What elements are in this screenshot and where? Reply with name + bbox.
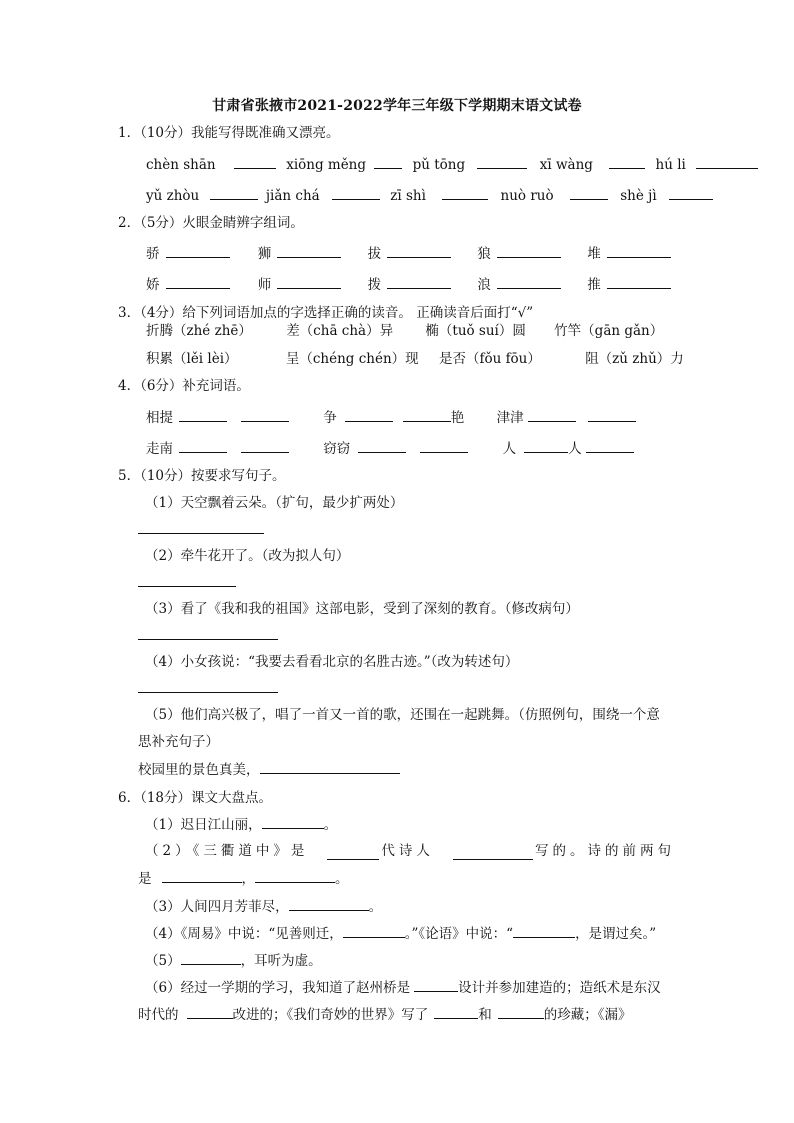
q6-blank-2[interactable] (327, 846, 379, 860)
q1-blank-2[interactable] (374, 155, 402, 169)
q6-p6-text: （6）经过一学期的学习，我知道了赵州桥是 (145, 980, 411, 996)
q2-char-7: 师 (257, 277, 272, 293)
q5-answer-line-1[interactable] (138, 533, 264, 534)
q2-blank-10[interactable] (607, 275, 671, 289)
q6-p3-end: 。 (368, 899, 383, 915)
q6-blank-8[interactable] (513, 924, 575, 938)
q6-poem-2-cont (138, 869, 349, 888)
q1-blank-1[interactable] (234, 155, 276, 169)
q3-item-1: 折腾（zhé zhē） (146, 323, 252, 339)
q6-p6-mid: 设计并参加建造的；造纸术是东汉 (458, 980, 661, 996)
q4-blank-3[interactable] (345, 408, 393, 422)
q3-item-4: 竹竿（gān gǎn） (554, 323, 664, 339)
q1-blank-6[interactable] (210, 186, 258, 200)
q2-blank-6[interactable] (166, 275, 230, 289)
q3-item-7: 是否（fǒu fōu） (438, 351, 541, 367)
q6-item-6a (145, 978, 661, 997)
q3-row-1 (146, 322, 663, 340)
q1-blank-10[interactable] (669, 186, 713, 200)
q1-blank-4[interactable] (609, 155, 645, 169)
q4-row-2 (146, 439, 634, 458)
question-5-stem: 5．（10分）按要求写句子。 (118, 468, 286, 484)
q6-p6-article: 改进的；《我们奇妙的世界》写了 (232, 1007, 429, 1023)
q5-blank-5[interactable] (260, 760, 400, 774)
question-3-stem: 3．（4分）给下列词语加点的字选择正确的读音。 正确读音后面打“√” (118, 305, 534, 321)
q2-blank-3[interactable] (387, 244, 451, 258)
q1-blank-7[interactable] (332, 186, 380, 200)
q6-p2-comma: ， (241, 871, 255, 887)
q6-p1-text: （1）迟日江山丽， (145, 817, 262, 833)
q6-p1-end: 。 (323, 817, 338, 833)
q4-blank-4[interactable] (403, 408, 451, 422)
q1-pinyin-6: yǔ zhòu (146, 188, 200, 204)
q6-blank-13[interactable] (498, 1005, 544, 1019)
q4-word-3: 艳 (450, 410, 465, 426)
q6-blank-12[interactable] (434, 1005, 478, 1019)
q3-item-8: 阻（zǔ zhǔ）力 (585, 351, 684, 367)
q6-item-6b (138, 1005, 632, 1024)
q2-char-5: 堆 (587, 246, 601, 262)
q5-answer-line-3[interactable] (138, 639, 278, 640)
q3-row-2 (146, 350, 684, 368)
exam-title: 甘肃省张掖市2021-2022学年三年级下学期期末语文试卷 (212, 98, 582, 114)
q4-blank-2[interactable] (241, 408, 289, 422)
q1-blank-9[interactable] (570, 186, 608, 200)
q4-blank-6[interactable] (588, 408, 636, 422)
q2-blank-1[interactable] (166, 244, 230, 258)
q1-blank-8[interactable] (442, 186, 488, 200)
q6-p4-text: （4）《周易》中说：“见善则迁， (145, 926, 343, 942)
question-6-stem: 6．（18分）课文大盘点。 (118, 790, 273, 806)
q6-poem-3 (145, 897, 382, 916)
q2-char-3: 拔 (367, 246, 382, 262)
q4-blank-1[interactable] (179, 408, 227, 422)
q2-row-1 (146, 244, 671, 263)
q5-answer-line-4[interactable] (138, 692, 278, 693)
q2-blank-4[interactable] (497, 244, 561, 258)
q5-sentence-3: （3）看了《我和我的祖国》这部电影，受到了深刻的教育。（修改病句） (145, 601, 579, 617)
q6-blank-9[interactable] (181, 951, 241, 965)
q6-saying-5 (145, 951, 322, 970)
q6-p2-text: （2）《三衢道中》是 (145, 843, 309, 859)
q1-pinyin-10: shè jì (620, 188, 657, 204)
q4-blank-5[interactable] (528, 408, 576, 422)
q2-blank-5[interactable] (607, 244, 671, 258)
q6-p4-mid: 。”《论语》中说：“ (404, 926, 514, 942)
q2-blank-2[interactable] (277, 244, 341, 258)
q4-blank-11[interactable] (524, 439, 568, 453)
q6-blank-6[interactable] (289, 897, 369, 911)
q4-word-8: 人 (568, 441, 582, 457)
q6-p6-end: 的珍藏；《漏》 (543, 1007, 632, 1023)
q1-pinyin-7: jiǎn chá (265, 188, 320, 204)
q1-pinyin-9: nuò ruò (500, 188, 554, 204)
q2-char-2: 狮 (257, 246, 272, 262)
question-4-stem: 4．（6分）补充词语。 (118, 378, 250, 394)
q4-word-4: 津津 (496, 410, 524, 426)
q5-answer-line-2[interactable] (138, 586, 236, 587)
q6-blank-11[interactable] (187, 1005, 233, 1019)
q6-blank-4[interactable] (162, 869, 242, 883)
q2-blank-9[interactable] (497, 275, 561, 289)
q6-p6-era: 时代的 (138, 1007, 179, 1023)
q6-p2-dynasty: 代诗人 (381, 843, 434, 859)
q4-word-5: 走南 (146, 441, 173, 457)
q6-p4-end: ，是谓过矣。” (575, 926, 657, 942)
q1-row-2 (146, 186, 713, 205)
q5-sentence-1: （1）天空飘着云朵。（扩句，最少扩两处） (145, 495, 404, 511)
q1-pinyin-2: xiōng měng (286, 157, 367, 173)
q6-p3-text: （3）人间四月芳菲尽， (145, 899, 289, 915)
question-1-stem: 1．（10分）我能写得既准确又漂亮。 (118, 125, 340, 141)
q2-char-1: 骄 (146, 246, 160, 262)
q3-item-6: 呈（chéng chén）现 (285, 351, 419, 367)
q6-poem-1 (145, 815, 337, 834)
q6-p2-end: 。 (335, 871, 349, 887)
q6-p2-is: 是 (138, 871, 152, 887)
q5-example-prefix: 校园里的景色真美， (138, 762, 260, 778)
q6-blank-5[interactable] (255, 869, 335, 883)
q1-blank-3[interactable] (477, 155, 527, 169)
q2-char-10: 推 (587, 277, 601, 293)
q5-sentence-5c (138, 760, 400, 779)
q6-p5-num: （5） (145, 953, 181, 969)
q6-p2-rest: 写的。诗的前两句 (535, 843, 675, 859)
q4-word-7: 人 (502, 441, 517, 457)
q1-row-1 (146, 155, 758, 174)
q4-row-1 (146, 408, 636, 427)
q1-blank-5[interactable] (696, 155, 758, 169)
q4-blank-9[interactable] (358, 439, 406, 453)
q6-poem-2-line (145, 842, 675, 860)
q3-item-3: 椭（tuǒ suí）圆 (425, 323, 526, 339)
q2-blank-8[interactable] (387, 275, 451, 289)
q4-word-6: 窃窃 (323, 441, 351, 457)
q6-blank-3[interactable] (453, 846, 533, 860)
q4-blank-12[interactable] (586, 439, 634, 453)
q6-blank-1[interactable] (262, 815, 324, 829)
q3-item-2: 差（chā chà）异 (286, 323, 394, 339)
q2-row-2 (146, 275, 671, 294)
q2-char-4: 狼 (477, 246, 491, 262)
q1-pinyin-5: hú li (655, 157, 686, 173)
q1-pinyin-4: xī wàng (539, 157, 593, 173)
q1-pinyin-3: pǔ tōng (412, 157, 466, 173)
question-2-stem: 2．（5分）火眼金睛辨字组词。 (118, 215, 304, 231)
q2-char-8: 拨 (367, 277, 382, 293)
q5-sentence-4: （4）小女孩说：“我要去看看北京的名胜古迹。”（改为转述句） (145, 654, 519, 670)
q5-sentence-5a: （5）他们高兴极了，唱了一首又一首的歌，还围在一起跳舞。（仿照例句，围绕一个意 (145, 707, 660, 723)
q2-blank-7[interactable] (277, 275, 341, 289)
q4-word-1: 相提 (146, 410, 173, 426)
q5-sentence-5b: 思补充句子） (138, 734, 219, 750)
q6-blank-10[interactable] (414, 978, 458, 992)
q4-word-2: 争 (323, 410, 337, 426)
q2-char-9: 浪 (477, 277, 491, 293)
q3-item-5: 积累（lěi lèi） (146, 351, 238, 367)
q2-char-6: 娇 (146, 277, 160, 293)
q6-quote-4 (145, 924, 656, 943)
q6-blank-7[interactable] (343, 924, 405, 938)
q4-blank-7[interactable] (179, 439, 227, 453)
q1-pinyin-1: chèn shān (146, 157, 216, 173)
q1-pinyin-8: zī shì (390, 188, 426, 204)
q6-p6-and: 和 (478, 1007, 492, 1023)
q4-blank-8[interactable] (241, 439, 289, 453)
q5-sentence-2: （2）牵牛花开了。（改为拟人句） (145, 548, 350, 564)
q4-blank-10[interactable] (420, 439, 468, 453)
q6-p5-text: ，耳听为虚。 (240, 953, 322, 969)
